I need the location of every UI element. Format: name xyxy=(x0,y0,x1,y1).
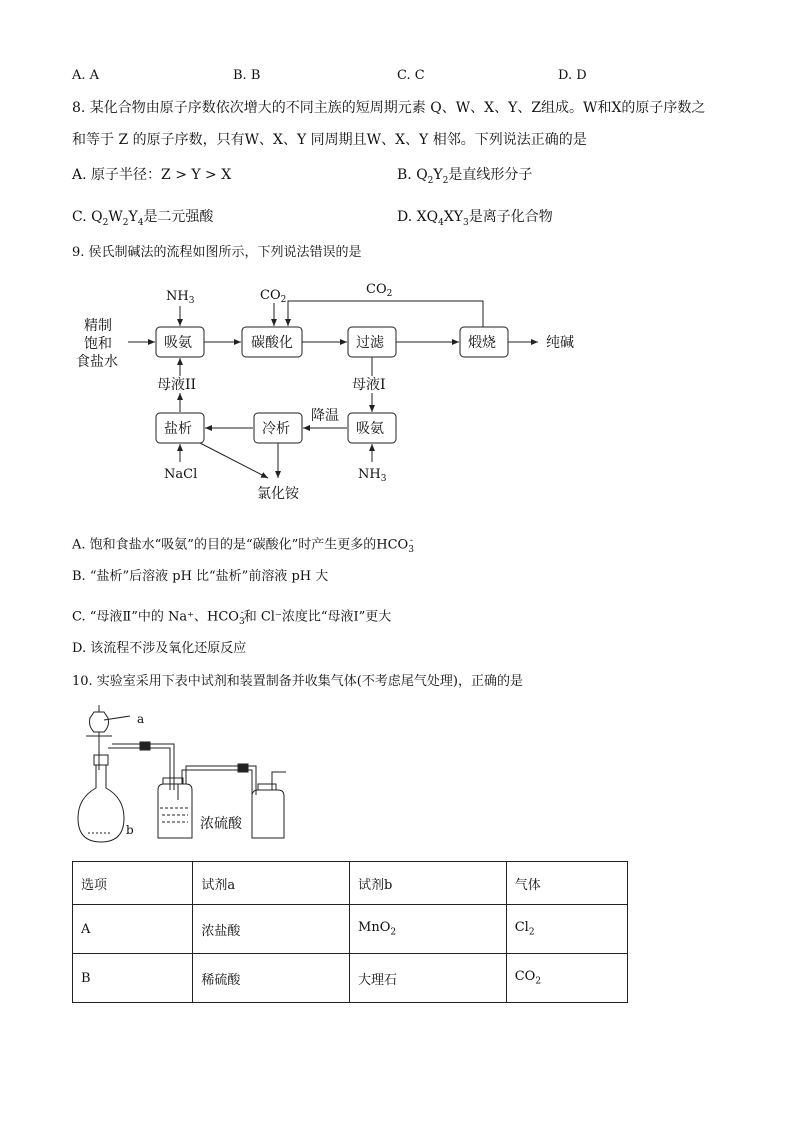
table-cell: 稀硫酸 xyxy=(193,954,350,1003)
q8-option-d: D. $XQ_4XY_3$是离子化合物 xyxy=(397,209,553,228)
table-header-cell: 试剂a xyxy=(193,862,350,905)
label-nh3-bottom: $NH_3$ xyxy=(358,467,387,484)
label-cool: 冷析 xyxy=(262,421,290,437)
label-calcine: 煅烧 xyxy=(468,335,496,351)
label-salt-out: 盐析 xyxy=(164,421,192,437)
table-cell: $Cl_2$ xyxy=(506,905,627,954)
q8-option-a: A. 原子半径：Z > Y > X xyxy=(72,167,232,183)
q8-option-b: B. $Q_2Y_2$是直线形分子 xyxy=(397,167,533,186)
hou-process-flowchart xyxy=(0,270,620,520)
reagent-table xyxy=(72,861,628,1003)
q8-stem-line1: 8. 某化合物由原子序数依次增大的不同主族的短周期元素 Q、W、X、Y、Z组成。W和X的原子序数之 xyxy=(72,100,706,116)
q9-option-b: B. “盐析”后溶液 pH 比“盐析”前溶液 pH 大 xyxy=(72,569,329,584)
label-co2-recycle: $CO_2$ xyxy=(366,282,393,299)
table-cell: 大理石 xyxy=(350,954,507,1003)
q7-option-c: C. C xyxy=(397,68,425,83)
table-row xyxy=(73,954,628,1003)
label-carbonate: 碳酸化 xyxy=(251,335,293,351)
feed-line3: 食盐水 xyxy=(76,354,118,370)
label-conc-h2so4: 浓硫酸 xyxy=(200,816,242,832)
label-cooling: 降温 xyxy=(311,408,339,424)
q9-option-a: A. 饱和食盐水“吸氨”的目的是“碳酸化”时产生更多的$HCO_3^-$ xyxy=(72,536,414,555)
q10-stem: 10. 实验室采用下表中试剂和装置制备并收集气体(不考虑尾气处理)，正确的是 xyxy=(72,674,523,689)
table-row xyxy=(73,905,628,954)
table-cell: MnO$_2$ xyxy=(350,905,507,954)
q9-stem: 9. 侯氏制碱法的流程如图所示，下列说法错误的是 xyxy=(72,245,362,260)
table-header-cell: 选项 xyxy=(73,862,193,905)
label-mother-1: 母液I xyxy=(352,377,386,393)
table-cell: $CO_2$ xyxy=(506,954,627,1003)
label-b: b xyxy=(126,823,134,837)
label-nh4cl: 氯化铵 xyxy=(257,486,299,502)
table-header-cell: 气体 xyxy=(506,862,627,905)
label-nacl: NaCl xyxy=(164,467,198,482)
q9-option-d: D. 该流程不涉及氧化还原反应 xyxy=(72,641,247,656)
table-header-cell: 试剂b xyxy=(350,862,507,905)
label-a: a xyxy=(137,712,145,726)
label-mother-2: 母液II xyxy=(157,377,197,393)
q7-option-b: B. B xyxy=(233,68,261,83)
gas-apparatus-diagram xyxy=(0,700,320,850)
label-co2-in: $CO_2$ xyxy=(260,288,287,305)
label-absorb-bottom: 吸氨 xyxy=(356,421,384,437)
label-filter: 过滤 xyxy=(356,335,384,351)
q9-option-c: C. “母液Ⅱ”中的 Na⁺、$HCO_3^-$和 Cl⁻浓度比“母液Ⅰ”更大 xyxy=(72,608,392,627)
q7-option-d: D. D xyxy=(558,68,587,83)
table-cell: A xyxy=(73,905,193,954)
table-cell: 浓盐酸 xyxy=(193,905,350,954)
table-header-row xyxy=(73,862,628,905)
feed-line1: 精制 xyxy=(84,318,112,334)
table-cell: B xyxy=(73,954,193,1003)
label-absorb-top: 吸氨 xyxy=(164,335,192,351)
label-product: 纯碱 xyxy=(546,335,574,351)
feed-line2: 饱和 xyxy=(84,336,112,352)
label-nh3-top: $NH_3$ xyxy=(166,289,195,306)
q8-stem-line2: 和等于 Z 的原子序数，只有W、X、Y 同周期且W、X、Y 相邻。下列说法正确的是 xyxy=(72,132,587,148)
q7-option-a: A. A xyxy=(72,68,100,83)
q8-option-c: C. $Q_2W_2Y_4$是二元强酸 xyxy=(72,209,214,228)
